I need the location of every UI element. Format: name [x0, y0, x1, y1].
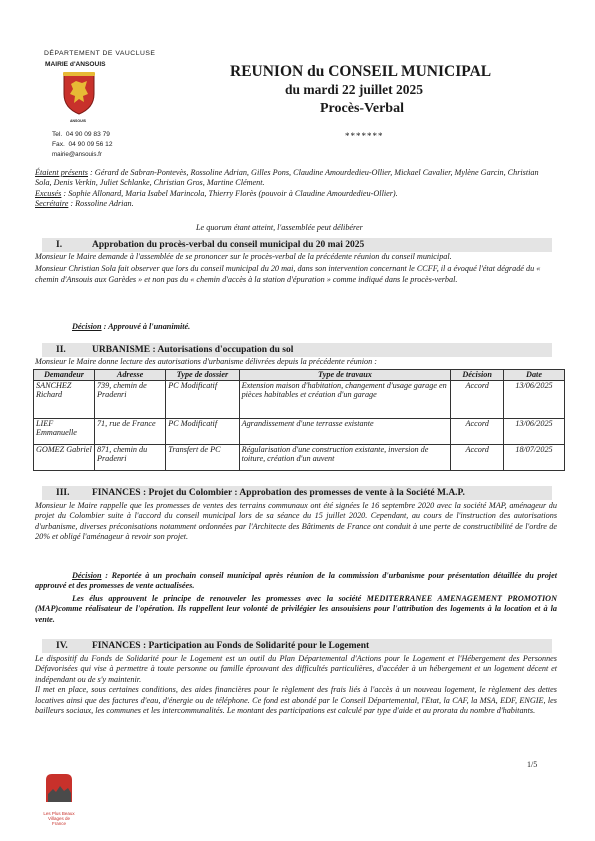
table-header-row — [34, 370, 565, 381]
present-label: Étaient présents — [35, 168, 88, 177]
section-2-number: II. — [56, 345, 66, 355]
present-list: : Gérard de Sabran-Pontevès, Rossoline Adrian, Gilles Pons, Claudine Amourdedieu-Ollier, Mickael Cavalier, Mylène Garcin, Christian Sola, Denis Verkin, Juliet Schlanke, Christian Gros, Martine Clément. — [35, 168, 539, 188]
col-header-demandeur: Demandeur — [34, 370, 95, 381]
cell-type-travaux: Extension maison d'habitation, changement d'usage garage en pièces habitables et création d'un garage — [239, 380, 451, 418]
decision-text: : Approuvé à l'unanimité. — [101, 322, 191, 331]
secretary-name: : Rossoline Adrian. — [68, 199, 134, 209]
col-header-adresse: Adresse — [94, 370, 165, 381]
col-header-type-travaux: Type de travaux — [239, 370, 451, 381]
decision-label: Décision — [72, 571, 102, 580]
separator-stars: ******* — [345, 131, 384, 141]
section-2-header — [42, 343, 552, 357]
cell-demandeur: SANCHEZ Richard — [34, 380, 95, 418]
cell-type-travaux: Agrandissement d'une terrasse existante — [239, 418, 451, 444]
cell-type-dossier: PC Modificatif — [166, 380, 239, 418]
section-4-title: : Participation au Fonds de Solidarité pour le Logement — [140, 641, 370, 651]
col-header-decision: Décision — [451, 370, 504, 381]
section-4-paragraph-1: Le dispositif du Fonds de Solidarité pour le Logement est un outil du Plan Départemental d'Actions pour le Logement et l'Hébergement des Personnes Défavorisées qui vise à permettre à toute personne ou famille éprouvant des difficultés particulières, d'accéder à un hébergement et un logement décent et indépendant ou de s'y maintenir. — [35, 654, 557, 684]
phone-number: Tel. 04 90 09 83 79 — [52, 131, 110, 138]
section-3-paragraph-2: Les élus approuvent le principe de renouveler les promesses avec la société MEDITERRANEE AMENAGEMENT PROMOTION (MAP)comme réalisateur de l'opération. Ils rappellent leur volonté de privilégier les ansouisiens pour l'attribution des logements à la location et à la vente. — [35, 594, 557, 624]
table-row — [34, 380, 565, 418]
secretary-label: Secrétaire — [35, 199, 69, 209]
section-4-header — [42, 639, 552, 653]
section-1-body — [35, 252, 557, 285]
section-3-title-bold: FINANCES — [92, 488, 141, 498]
cell-date: 13/06/2025 — [504, 418, 565, 444]
excused-list: : Sophie Allonard, Maria Isabel Marincola, Thierry Florès (pouvoir à Claudine Amourdedieu-Ollier). — [61, 188, 398, 198]
table-row — [34, 444, 565, 470]
section-3-number: III. — [56, 488, 70, 498]
col-header-date: Date — [504, 370, 565, 381]
meeting-date: du mardi 22 juillet 2025 — [285, 82, 424, 97]
quorum-text: Le quorum étant atteint, l'assemblée peut délibérer — [196, 223, 363, 232]
section-3-paragraph-1: Monsieur le Maire rappelle que les promesses de ventes des terrains communaux ont été signées le 16 septembre 2020 avec la société MAP, aménageur du projet du Colombier suite à l'accord du conseil municipal lors de sa séance du 15 juillet 2020. Cependant, au cours de l'instruction des autorisations d'urbanisme, diverses préconisations notamment ordonnées par l'Architecte des Bâtiments de France ont conduit à une perte de constructibilité de l'ordre de 20% et obligé l'aménageur à revoir son projet. — [35, 501, 557, 542]
page-subtitle: Procès-Verbal — [320, 101, 404, 116]
fax-number: Fax. 04 90 09 56 12 — [52, 141, 113, 148]
decision-text: : Reportée à un prochain conseil municipal après réunion de la commission d'urbanisme pour présentation détaillée du projet approuvé et des promesses de vente actualisées. — [35, 571, 557, 591]
coat-of-arms-logo — [62, 72, 96, 116]
section-4-number: IV. — [56, 641, 68, 651]
table-row — [34, 418, 565, 444]
department-label: DÉPARTEMENT DE VAUCLUSE — [44, 50, 156, 57]
section-4-title-bold: FINANCES — [92, 641, 141, 651]
section-1-number: I. — [56, 240, 63, 250]
page-title: REUNION du CONSEIL MUNICIPAL — [230, 63, 492, 80]
cell-type-dossier: Transfert de PC — [166, 444, 239, 470]
cell-adresse: 71, rue de France — [94, 418, 165, 444]
mairie-label: MAIRIE d'ANSOUIS — [45, 61, 106, 68]
plus-beaux-villages-logo — [42, 772, 76, 826]
cell-type-dossier: PC Modificatif — [166, 418, 239, 444]
section-3-title: : Projet du Colombier : Approbation des promesses de vente à la Société M.A.P. — [140, 488, 465, 498]
section-2-intro: Monsieur le Maire donne lecture des autorisations d'urbanisme délivrées depuis la précédente réunion : — [35, 357, 377, 366]
cell-decision: Accord — [451, 380, 504, 418]
cell-decision: Accord — [451, 418, 504, 444]
section-1-paragraph-2: Monsieur Christian Sola fait observer que lors du conseil municipal du 20 mai, dans son intervention concernant le CCFF, il a évoqué l'état dégradé du « chemin d'Ansouis aux Garèdes » et non pas du « chemin d'accès à la station d'épuration » comme indiqué dans le procès-verbal. — [35, 264, 541, 284]
secretary-line — [35, 199, 557, 209]
logo-caption: Les Plus Beaux Villages de France — [43, 811, 75, 826]
cell-adresse: 739, chemin de Pradenri — [94, 380, 165, 418]
urbanism-table — [33, 369, 565, 471]
present-line — [35, 168, 557, 189]
excused-line — [35, 189, 557, 199]
cell-type-travaux: Régularisation d'une construction existante, inversion de toiture, création d'un auvent — [239, 444, 451, 470]
cell-demandeur: LIEF Emmanuelle — [34, 418, 95, 444]
email-address: mairie@ansouis.fr — [52, 151, 102, 158]
attendance-block — [35, 168, 557, 210]
section-3-header — [42, 486, 552, 500]
decision-label: Décision — [72, 322, 102, 331]
page-number: 1/5 — [527, 760, 538, 769]
cell-date: 13/06/2025 — [504, 380, 565, 418]
cell-date: 18/07/2025 — [504, 444, 565, 470]
excused-label: Excusés — [35, 188, 62, 198]
col-header-type-dossier: Type de dossier — [166, 370, 239, 381]
cell-adresse: 871, chemin du Pradenri — [94, 444, 165, 470]
section-4-body — [35, 654, 557, 716]
section-1-title: Approbation du procès-verbal du conseil municipal du 20 mai 2025 — [92, 240, 365, 250]
section-1-decision — [72, 322, 190, 332]
crest-caption: ANSOUIS — [70, 119, 86, 123]
section-2-title-bold: URBANISME — [92, 345, 151, 355]
section-3-decision — [35, 571, 557, 592]
cell-decision: Accord — [451, 444, 504, 470]
cell-demandeur: GOMEZ Gabriel — [34, 444, 95, 470]
section-2-title: : Autorisations d'occupation du sol — [150, 345, 294, 355]
section-4-paragraph-2: Il met en place, sous certaines conditions, des aides financières pour le règlement des frais liés à l'accès à un nouveau logement, le règlement des dettes locatives ainsi que des factures d'eau, d'énergie ou de téléphone. Ce fond est abondé par le Conseil Départemental, l'Etat, la CAF, la MSA, EDF, ENGIE, les bailleurs sociaux, les communes et les intercommunalités. Le montant des participations est calculé par type d'aide et au prorata du nombre d'habitants. — [35, 685, 557, 716]
section-1-paragraph-1: Monsieur le Maire demande à l'assemblée de se prononcer sur le procès-verbal de la précédente réunion du conseil municipal. — [35, 252, 452, 261]
section-1-header — [42, 238, 552, 252]
